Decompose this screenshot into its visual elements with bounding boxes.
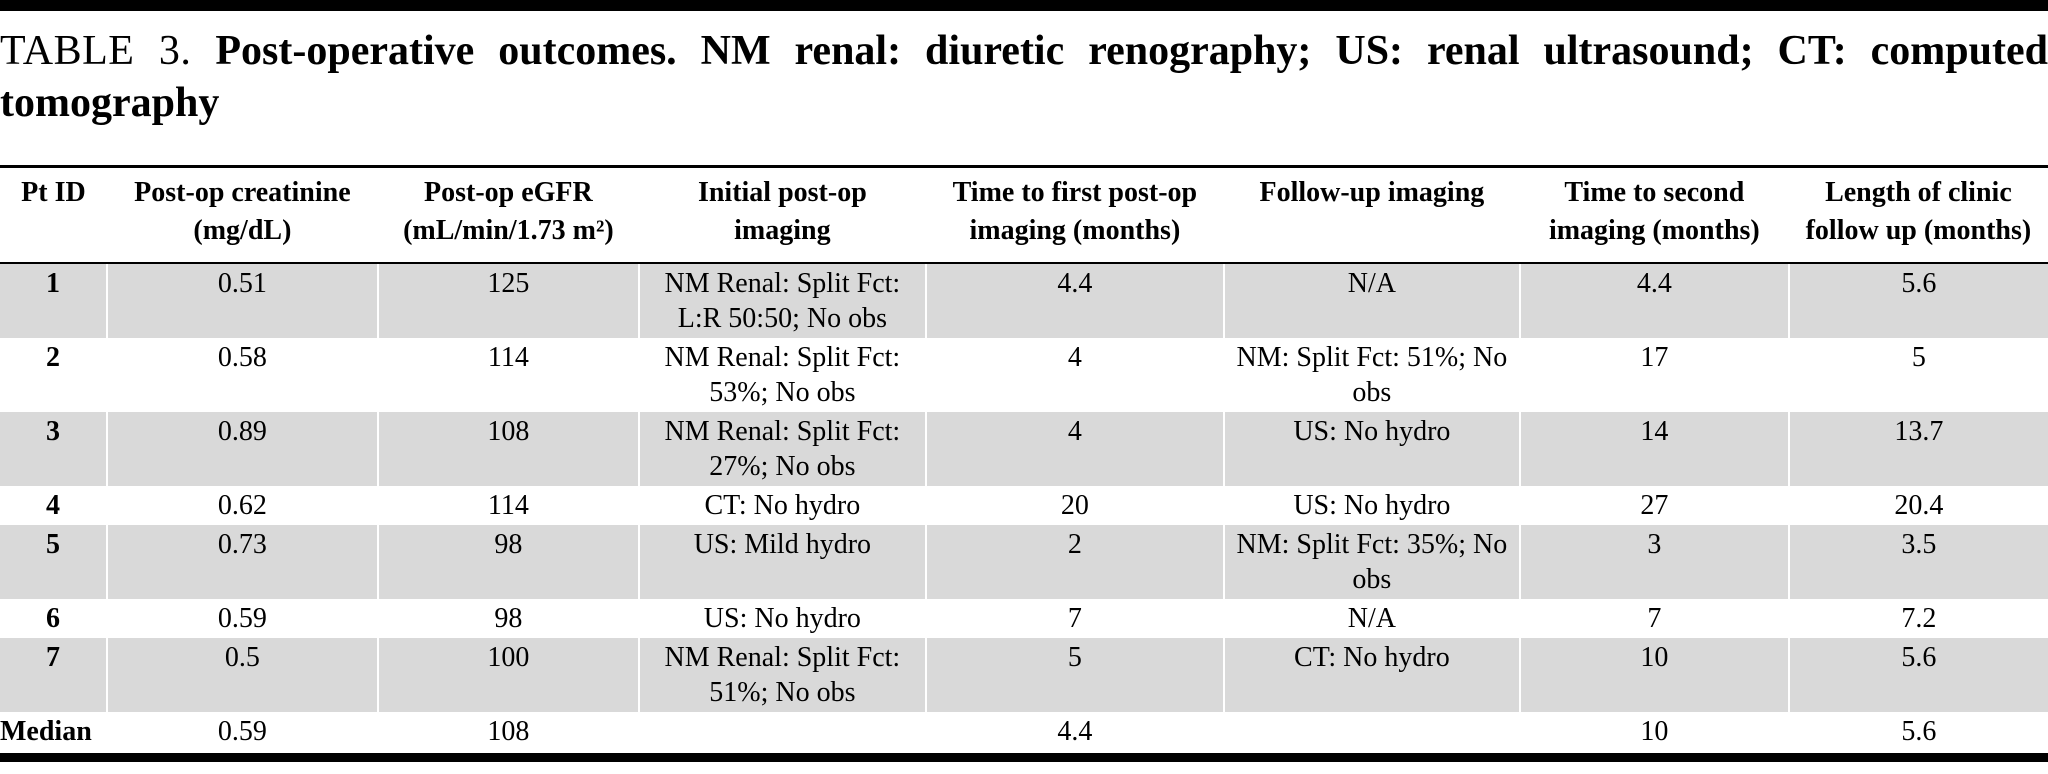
column-header-line: Time to second	[1564, 177, 1745, 208]
column-header-line: imaging (months)	[1548, 215, 1760, 246]
column-header-line: (mg/dL)	[193, 215, 292, 246]
table-cell: NM Renal: Split Fct: L:R 50:50; No obs	[639, 263, 926, 338]
column-header	[1520, 167, 1789, 264]
table-cell: US: No hydro	[1224, 486, 1520, 525]
table-cell: 0.58	[107, 338, 378, 412]
table-cell: 3	[1520, 525, 1789, 599]
summary-row	[0, 712, 2048, 751]
table-cell: US: No hydro	[1224, 412, 1520, 486]
table-row	[0, 599, 2048, 638]
table-cell: 13.7	[1789, 412, 2048, 486]
bottom-rule	[0, 753, 2048, 762]
table-cell: US: Mild hydro	[639, 525, 926, 599]
table-row	[0, 486, 2048, 525]
table-cell: N/A	[1224, 263, 1520, 338]
table-row	[0, 525, 2048, 599]
column-header-line: imaging (months)	[969, 215, 1181, 246]
table-cell: 2	[926, 525, 1224, 599]
patient-id-cell: 7	[45, 642, 60, 673]
patient-id-cell: 6	[45, 603, 60, 634]
table-cell: 98	[378, 599, 639, 638]
patient-id-cell: 3	[45, 416, 60, 447]
table-cell: 20.4	[1789, 486, 2048, 525]
column-header-line: Post-op creatinine	[134, 177, 351, 208]
column-header-line: Length of clinic	[1825, 177, 2012, 208]
table-cell: 108	[378, 412, 639, 486]
patient-id-cell: 2	[45, 342, 60, 373]
table-cell: 114	[378, 486, 639, 525]
table-cell: NM: Split Fct: 35%; No obs	[1224, 525, 1520, 599]
outcomes-table	[0, 165, 2048, 751]
column-header	[926, 167, 1224, 264]
table-cell: 7.2	[1789, 599, 2048, 638]
table-cell: 4.4	[926, 712, 1224, 751]
table-cell: CT: No hydro	[639, 486, 926, 525]
header-row	[0, 167, 2048, 264]
column-header	[378, 167, 639, 264]
table-cell: 114	[378, 338, 639, 412]
table-cell: NM Renal: Split Fct: 53%; No obs	[639, 338, 926, 412]
table-cell: 5.6	[1789, 263, 2048, 338]
table-cell: 0.59	[107, 712, 378, 751]
table-cell	[1224, 712, 1520, 751]
table-cell: NM: Split Fct: 51%; No obs	[1224, 338, 1520, 412]
table-header	[0, 167, 2048, 264]
table-cell: NM Renal: Split Fct: 27%; No obs	[639, 412, 926, 486]
column-header-line: Initial post-op	[697, 177, 867, 208]
column-header-line: Follow-up imaging	[1259, 177, 1485, 208]
patient-id-cell: 5	[45, 529, 60, 560]
table-cell: NM Renal: Split Fct: 51%; No obs	[639, 638, 926, 712]
table-cell: 3.5	[1789, 525, 2048, 599]
table-cell: 5	[1789, 338, 2048, 412]
column-header	[1789, 167, 2048, 264]
table-cell: 0.51	[107, 263, 378, 338]
column-header	[107, 167, 378, 264]
summary-row-label: Median	[0, 716, 92, 747]
table-cell: 17	[1520, 338, 1789, 412]
column-header	[639, 167, 926, 264]
table-cell: N/A	[1224, 599, 1520, 638]
table-cell: 108	[378, 712, 639, 751]
table-body	[0, 263, 2048, 751]
table-cell: 125	[378, 263, 639, 338]
table-cell: 0.73	[107, 525, 378, 599]
table-row	[0, 638, 2048, 712]
table-cell: 5.6	[1789, 638, 2048, 712]
table-cell: 4.4	[1520, 263, 1789, 338]
patient-id-cell: 4	[45, 490, 60, 521]
table-cell: 14	[1520, 412, 1789, 486]
table-cell: 27	[1520, 486, 1789, 525]
column-header-line: Post-op eGFR	[424, 177, 593, 208]
table-cell: 20	[926, 486, 1224, 525]
table-cell: 0.5	[107, 638, 378, 712]
table-cell: 0.59	[107, 599, 378, 638]
table-cell: 100	[378, 638, 639, 712]
table-cell: 4	[926, 412, 1224, 486]
table-cell: 10	[1520, 712, 1789, 751]
top-rule	[0, 0, 2048, 11]
table-cell	[639, 712, 926, 751]
column-header-line: imaging	[734, 215, 831, 246]
patient-id-cell: 1	[45, 268, 60, 299]
table-row	[0, 412, 2048, 486]
column-header-line: (mL/min/1.73 m²)	[403, 215, 614, 246]
table-cell: US: No hydro	[639, 599, 926, 638]
table-cell: 7	[1520, 599, 1789, 638]
table-row	[0, 263, 2048, 338]
table-cell: CT: No hydro	[1224, 638, 1520, 712]
column-header-line: Pt ID	[21, 177, 86, 208]
column-header	[1224, 167, 1520, 264]
column-header-line: Time to first post-op	[952, 177, 1198, 208]
table-cell: 98	[378, 525, 639, 599]
caption-label: TABLE 3.	[0, 28, 192, 74]
table-cell: 4	[926, 338, 1224, 412]
table-cell: 10	[1520, 638, 1789, 712]
column-header-line: follow up (months)	[1805, 215, 2032, 246]
caption-title: Post-operative outcomes. NM renal: diuretic renography; US: renal ultrasound; CT: computed tomography	[0, 28, 2048, 126]
table-cell: 0.62	[107, 486, 378, 525]
column-header	[0, 167, 107, 264]
table-cell: 5	[926, 638, 1224, 712]
table-cell: 4.4	[926, 263, 1224, 338]
table-cell: 7	[926, 599, 1224, 638]
table-row	[0, 338, 2048, 412]
table-caption	[0, 25, 2048, 129]
table-cell: 5.6	[1789, 712, 2048, 751]
table-cell: 0.89	[107, 412, 378, 486]
